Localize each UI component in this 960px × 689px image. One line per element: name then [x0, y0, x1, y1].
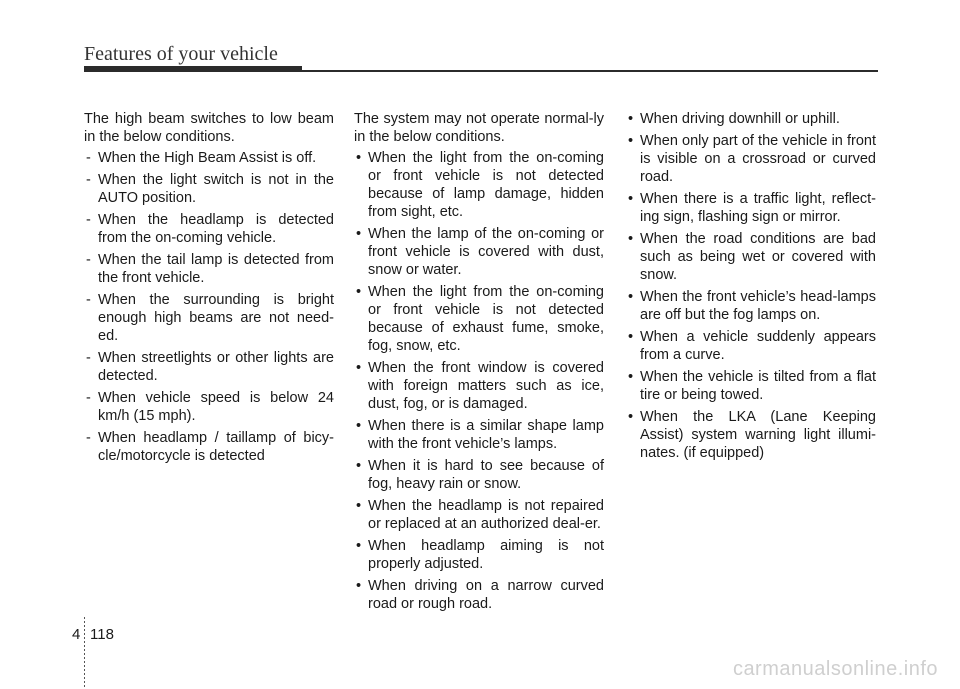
- dash-marker: -: [86, 350, 91, 366]
- bullet-marker: •: [628, 369, 634, 385]
- list-item-text: When the lamp of the on-coming or front vehicle is covered with dust, snow or water.: [368, 226, 604, 278]
- bullet-marker: •: [628, 111, 634, 127]
- list-item: [354, 359, 604, 413]
- list-item: [626, 368, 876, 404]
- list-item-text: When driving on a narrow curved road or rough road.: [368, 578, 604, 612]
- dash-marker: -: [86, 292, 91, 308]
- footer-divider: [84, 617, 85, 689]
- condition-list-1: [84, 149, 334, 465]
- bullet-marker: •: [356, 418, 362, 434]
- list-item-text: When vehicle speed is below 24 km/h (15 mph).: [98, 390, 334, 424]
- list-item-text: When the tail lamp is detected from the front vehicle.: [98, 252, 334, 286]
- column-2-intro: The system may not operate normal-ly in the below conditions.: [354, 111, 604, 145]
- dash-marker: -: [86, 212, 91, 228]
- list-item-text: When the front vehicle’s head-lamps are off but the fog lamps on.: [640, 289, 876, 323]
- page-number: 118: [90, 626, 114, 643]
- list-item-text: When the light from the on-coming or front vehicle is not detected because of exhaust fume, smoke, fog, snow, etc.: [368, 284, 604, 354]
- list-item: [626, 190, 876, 226]
- header-rule-thick: [84, 66, 302, 72]
- list-item-text: When only part of the vehicle in front is visible on a crossroad or curved road.: [640, 133, 876, 185]
- bullet-marker: •: [628, 329, 634, 345]
- bullet-marker: •: [628, 289, 634, 305]
- list-item-text: When the headlamp is detected from the on-coming vehicle.: [98, 212, 334, 246]
- dash-marker: -: [86, 430, 91, 446]
- list-item: [84, 149, 334, 167]
- bullet-marker: •: [356, 538, 362, 554]
- column-1: [84, 110, 334, 469]
- header-rule-thin: [302, 70, 878, 72]
- list-item: [354, 225, 604, 279]
- chapter-number: 4: [72, 626, 81, 643]
- list-item: [84, 291, 334, 345]
- bullet-marker: •: [356, 284, 362, 300]
- list-item: [626, 328, 876, 364]
- list-item-text: When there is a traffic light, reflect-ing sign, flashing sign or mirror.: [640, 191, 876, 225]
- bullet-marker: •: [628, 133, 634, 149]
- list-item-text: When the light from the on-coming or front vehicle is not detected because of lamp damage, hidden from sight, etc.: [368, 150, 604, 220]
- condition-list-2: [354, 149, 604, 613]
- list-item-text: When headlamp / taillamp of bicy-cle/motorcycle is detected: [98, 430, 334, 464]
- list-item-text: When the vehicle is tilted from a flat tire or being towed.: [640, 369, 876, 403]
- list-item: [84, 429, 334, 465]
- bullet-marker: •: [628, 191, 634, 207]
- list-item: [354, 537, 604, 573]
- list-item: [354, 417, 604, 453]
- list-item: [354, 457, 604, 493]
- list-item: [84, 171, 334, 207]
- section-title: Features of your vehicle: [84, 43, 278, 65]
- list-item: [354, 149, 604, 221]
- list-item-text: When the light switch is not in the AUTO position.: [98, 172, 334, 206]
- list-item: [84, 349, 334, 385]
- list-item-text: When streetlights or other lights are detected.: [98, 350, 334, 384]
- list-item: [354, 577, 604, 613]
- list-item-text: When the front window is covered with foreign matters such as ice, dust, fog, or is damaged.: [368, 360, 604, 412]
- list-item: [626, 408, 876, 462]
- list-item-text: When the High Beam Assist is off.: [98, 150, 317, 166]
- bullet-marker: •: [356, 226, 362, 242]
- bullet-marker: •: [356, 150, 362, 166]
- dash-marker: -: [86, 150, 91, 166]
- bullet-marker: •: [356, 360, 362, 376]
- dash-marker: -: [86, 252, 91, 268]
- bullet-marker: •: [356, 578, 362, 594]
- list-item-text: When the surrounding is bright enough high beams are not need-ed.: [98, 292, 334, 344]
- condition-list-3: [626, 110, 876, 462]
- list-item-text: When driving downhill or uphill.: [640, 111, 840, 127]
- list-item-text: When it is hard to see because of fog, heavy rain or snow.: [368, 458, 604, 492]
- column-3: [626, 110, 876, 466]
- column-1-intro: The high beam switches to low beam in the below conditions.: [84, 111, 334, 145]
- list-item-text: When a vehicle suddenly appears from a curve.: [640, 329, 876, 363]
- list-item-text: When the road conditions are bad such as being wet or covered with snow.: [640, 231, 876, 283]
- bullet-marker: •: [356, 458, 362, 474]
- list-item-text: When the headlamp is not repaired or replaced at an authorized deal-er.: [368, 498, 604, 532]
- watermark: carmanualsonline.info: [732, 658, 938, 680]
- list-item-text: When the LKA (Lane Keeping Assist) system warning light illumi-nates. (if equipped): [640, 409, 876, 461]
- bullet-marker: •: [628, 231, 634, 247]
- list-item: [354, 497, 604, 533]
- list-item-text: When there is a similar shape lamp with the front vehicle’s lamps.: [368, 418, 604, 452]
- list-item: [84, 251, 334, 287]
- list-item: [84, 389, 334, 425]
- list-item: [626, 288, 876, 324]
- list-item: [626, 132, 876, 186]
- list-item: [626, 230, 876, 284]
- bullet-marker: •: [628, 409, 634, 425]
- list-item: [626, 110, 876, 128]
- list-item: [84, 211, 334, 247]
- bullet-marker: •: [356, 498, 362, 514]
- dash-marker: -: [86, 390, 91, 406]
- list-item: [354, 283, 604, 355]
- dash-marker: -: [86, 172, 91, 188]
- list-item-text: When headlamp aiming is not properly adjusted.: [368, 538, 604, 572]
- column-2: [354, 110, 604, 617]
